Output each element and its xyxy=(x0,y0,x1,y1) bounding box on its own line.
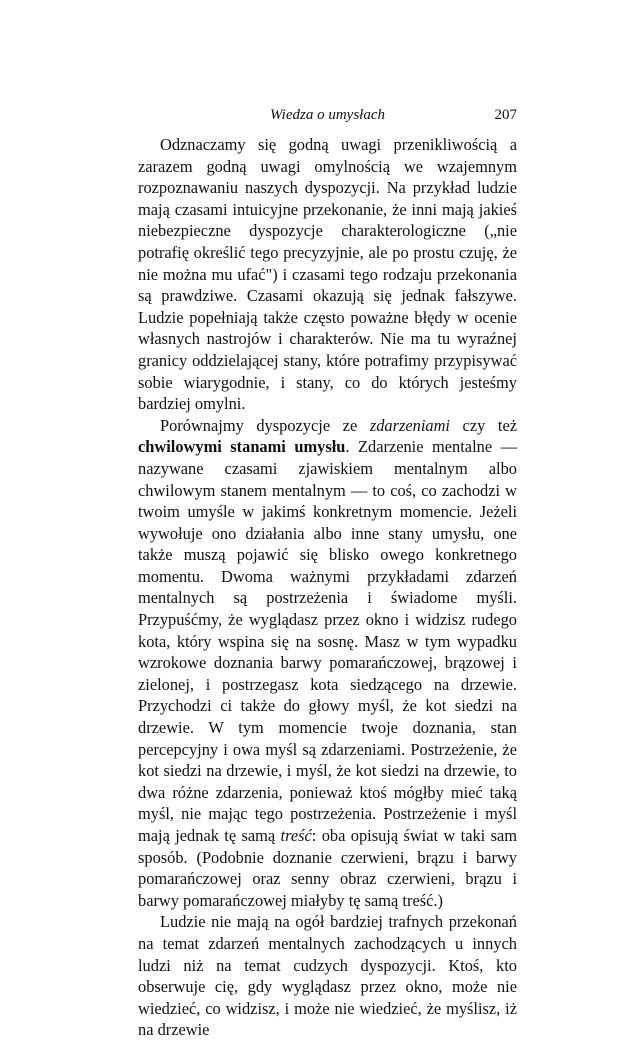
text-segment: Odznaczamy się godną uwagi przenikliwością a zarazem godną uwagi omylnością we wzajemnym rozpoznawaniu naszych dyspozycji. Na przykład ludzie mają czasami intuicyjne przekonanie, że inni mają jakieś niebezpieczne dyspozycje charakterologiczne („nie potrafię określić tego precyzyjnie, ale po prostu czuję, że nie można mu ufać") i czasami tego rodzaju przekonania są prawdziwe. Czasami okazują się jednak fałszywe. Ludzie popełniają także często poważne błędy w ocenie własnych nastrojów i charakterów. Nie ma tu wyraźnej granicy oddzielającej stany, które potrafimy przypisywać sobie wiarygodnie, i stany, co do których jesteśmy bardziej omylni. xyxy=(138,135,517,414)
text-segment: : oba opisują świat w taki sam sposób. (Podobnie doznanie czerwieni, brązu i barwy pomarańczowej oraz senny obraz czerwieni, brązu i barwy pomarańczowej miałyby tę samą treść.) xyxy=(138,826,517,910)
running-head xyxy=(138,104,517,126)
text-segment: Porównajmy dyspozycje ze xyxy=(160,415,370,435)
term-tresc: treść xyxy=(280,826,312,845)
text-segment: . Zdarzenie mentalne — nazywane czasami zjawiskiem mentalnym albo chwilowym stanem mentalnym — to coś, co zachodzi w twoim umyśle w jakimś konkretnym momencie. Jeżeli wywołuje ono działania albo inne stany umysłu, one także muszą pojawić się blisko owego konkretnego momentu. Dwoma ważnymi przykładami zdarzeń mentalnych są postrzeżenia i świadome myśli. Przypuśćmy, że wyglądasz przez okno i widzisz rudego kota, który wspina się na sosnę. Masz w tym wypadku wzrokowe doznania barwy pomarańczowej, brązowej i zielonej, i postrzegasz kota siedzącego na drzewie. Przychodzi ci także do głowy myśl, że kot siedzi na drzewie. W tym momencie twoje doznania, stan percepcyjny i owa myśl są zdarzeniami. Postrzeżenie, że kot siedzi na drzewie, i myśl, że kot siedzi na drzewie, to dwa różne zdarzenia, ponieważ ktoś mógłby mieć taką myśl, nie mając tego postrzeżenia. Postrzeżenie i myśl mają jednak tę samą xyxy=(138,437,517,845)
running-title: Wiedza o umysłach xyxy=(270,107,385,123)
body-text xyxy=(138,134,517,1041)
paragraph-3 xyxy=(138,911,517,1041)
key-term-chwilowe-stany: chwilowymi stanami umysłu xyxy=(138,437,346,457)
paragraph-1 xyxy=(138,134,517,415)
term-zdarzeniami: zdarzeniami xyxy=(369,415,450,435)
text-segment: Ludzie nie mają na ogół bardziej trafnych przekonań na temat zdarzeń mentalnych zachodzących u innych ludzi niż na temat cudzych dyspozycji. Ktoś, kto obserwuje cię, gdy wyglądasz przez okno, może nie wiedzieć, co widzisz, i może nie wiedzieć, że myślisz, iż na drzewie xyxy=(138,912,517,1040)
paragraph-2 xyxy=(138,415,517,912)
page-number: 207 xyxy=(494,107,517,123)
text-segment: czy też xyxy=(449,415,517,435)
